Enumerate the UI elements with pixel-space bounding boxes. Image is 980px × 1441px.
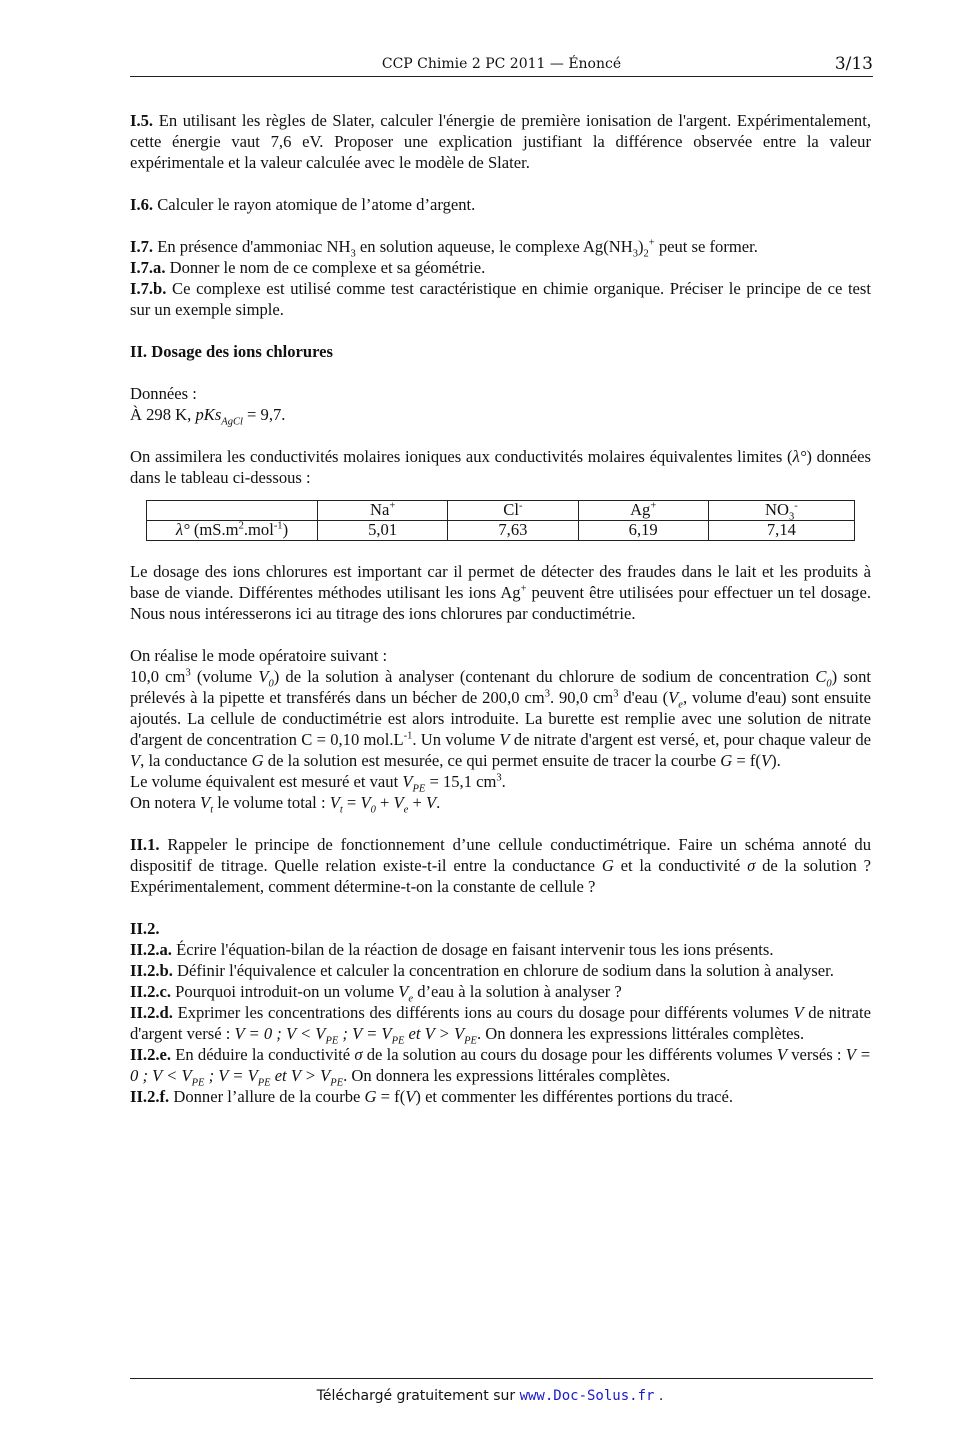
- volume-equivalent: Le volume équivalent est mesuré et vaut $V_{PE} = 15,1$ $cm^3$.: [130, 772, 506, 795]
- question-text: peut se former.: [654, 237, 758, 256]
- text: ) données dans le tableau ci-dessous :: [130, 447, 871, 487]
- text: On assimilera les conductivités molaires ioniques aux conductivités molaires équivalentes limites (: [130, 447, 793, 466]
- question-I6: [130, 194, 871, 215]
- question-II2d: II.2.d. Exprimer les concentrations des différents ions au cours du dosage pour différents volumes V de nitrate d'argent versé : V = 0 ; $V < V_{PE}$ ; $V = V_{PE}$ et $V > V_{PE}$. On donnera les expressions littérales complètes.: [130, 1003, 872, 1047]
- question-number: II.1.: [130, 835, 160, 854]
- question-number: II.2.b.: [130, 961, 173, 980]
- paragraph-dosage: Le dosage des ions chlorures est important car il permet de détecter des fraudes dans le lait et les produits à base de viande. Différentes méthodes utilisant les ions Ag+ peuvent être utilisées pour effectuer un tel dosage. Nous nous intéresserons ici au titrage des ions chlorures par conductimétrie.: [130, 562, 871, 623]
- question-number: I.7.a.: [130, 258, 166, 277]
- mode-operatoire-title: On réalise le mode opératoire suivant :: [130, 646, 388, 665]
- page-footer: [0, 1388, 980, 1404]
- table-row: [147, 521, 855, 541]
- donnees-pks: [130, 404, 871, 428]
- question-II2f: II.2.f. Donner l’allure de la courbe G = f(V) et commenter les différentes portions du tracé.: [130, 1087, 734, 1106]
- question-I7: [130, 236, 871, 260]
- donnees-label: Données :: [130, 384, 197, 403]
- table-header-cell: $NO_3^-$: [708, 501, 854, 521]
- question-II1: II.1. Rappeler le principe de fonctionnement d’une cellule conductimétrique. Faire un schéma annoté du dispositif de titrage. Quelle relation existe-t-il entre la conductance G et la conductivité σ de la solution ? Expérimentalement, comment détermine-t-on la constante de cellule ?: [130, 835, 871, 896]
- question-text: ): [637, 237, 644, 256]
- question-number: I.6.: [130, 195, 154, 214]
- volume-total: On notera $V_t$ le volume total : $V_t = V_0 + V_e + V$.: [130, 793, 441, 816]
- question-II2c: II.2.c. Pourquoi introduit-on un volume $V_e$ d’eau à la solution à analyser ?: [130, 982, 622, 1005]
- header-title: CCP Chimie 2 PC 2011 — Énoncé: [381, 56, 622, 72]
- question-number: II.2.a.: [130, 940, 172, 959]
- footer-rule: [130, 1378, 873, 1379]
- question-II2b: II.2.b. Définir l'équivalence et calculer la concentration en chlorure de sodium dans la solution à analyser.: [130, 961, 834, 980]
- question-II2e: II.2.e. En déduire la conductivité σ de la solution au cours du dosage pour les différents volumes V versés : V = 0 ; $V < V_{PE}$ ; $V = V_{PE}$ et $V > V_{PE}$. On donnera les expressions littérales complètes.: [130, 1045, 872, 1089]
- question-I7a: [130, 257, 871, 278]
- text: À 298 K,: [130, 405, 196, 424]
- table-header-cell: Cl-: [448, 501, 578, 521]
- table-cell: 7,63: [448, 521, 578, 541]
- page-content: [130, 110, 871, 1107]
- question-number: II.2.c.: [130, 982, 172, 1001]
- lambda-intro: [130, 446, 871, 488]
- table-corner-cell: [147, 501, 318, 521]
- question-text: en solution aqueuse, le complexe Ag(NH: [355, 237, 633, 256]
- subscript: AgCl: [221, 416, 243, 428]
- question-text: Ce complexe est utilisé comme test caractéristique en chimie organique. Préciser le principe de ce test sur un exemple simple.: [130, 279, 871, 319]
- lambda-symbol: λ°: [792, 447, 807, 466]
- table-header-cell: Ag+: [578, 501, 708, 521]
- table-header-cell: Na+: [318, 501, 448, 521]
- table-header-row: [147, 501, 855, 521]
- page-header: [130, 52, 873, 77]
- question-number: II.2.e.: [130, 1045, 172, 1064]
- question-text: Donner le nom de ce complexe et sa géométrie.: [165, 258, 486, 277]
- question-number: I.5.: [130, 111, 154, 130]
- question-text: En présence d'ammoniac NH: [153, 237, 351, 256]
- table-row-label: λ° $(mS.m^2.mol^{-1})$: [147, 521, 318, 541]
- footer-text: Téléchargé gratuitement sur: [316, 1388, 520, 1404]
- question-text: Calculer le rayon atomique de l’atome d’argent.: [153, 195, 476, 214]
- subscript: 2: [643, 248, 649, 260]
- page-number: 3/13: [834, 54, 873, 74]
- question-number: II.2.: [130, 919, 160, 938]
- question-number: I.7.b.: [130, 279, 167, 298]
- table-cell: 5,01: [318, 521, 448, 541]
- table-cell: 7,14: [708, 521, 854, 541]
- mode-operatoire: 10,0 $cm^3$ (volume $V_0$) de la solution à analyser (contenant du chlorure de sodium de concentration $C_0$) sont prélevés à la pipette et transférés dans un bécher de 200,0 $cm^3$. 90,0 $cm^3$ d'eau ($V_e$, volume d'eau) sont ensuite ajoutés. La cellule de conductimétrie est alors introduite. La burette est remplie avec une solution de nitrate d'argent de concentration C = 0,10 $mol.L^{-1}$. Un volume V de nitrate d'argent est versé, et, pour chaque valeur de V, la conductance G de la solution est mesurée, ce qui permet ensuite de tracer la courbe G = f(V).: [130, 667, 872, 770]
- conductivity-table: [146, 500, 855, 541]
- question-number: II.2.f.: [130, 1087, 170, 1106]
- subscript: 3: [350, 248, 356, 260]
- question-number: I.7.: [130, 237, 154, 256]
- question-II2: [130, 918, 871, 939]
- question-text: En utilisant les règles de Slater, calculer l'énergie de première ionisation de l'argent. Expérimentalement, cette énergie vaut 7,6 eV. Proposer une explication justifiant la différence observée entre la valeur expérimentale et la valeur calculée avec le modèle de Slater.: [130, 111, 871, 172]
- pks-symbol: pKs: [195, 405, 222, 424]
- text: = 9,7.: [242, 405, 286, 424]
- question-II2a: II.2.a. Écrire l'équation-bilan de la réaction de dosage en faisant intervenir tous les ions présents.: [130, 940, 774, 959]
- subscript: 3: [632, 248, 638, 260]
- question-I7b: [130, 278, 871, 320]
- table-cell: 6,19: [578, 521, 708, 541]
- section-heading: II. Dosage des ions chlorures: [130, 342, 333, 361]
- footer-link[interactable]: www.Doc-Solus.fr: [519, 1388, 655, 1404]
- question-I5: [130, 110, 871, 173]
- superscript: +: [648, 237, 655, 249]
- footer-end: .: [654, 1388, 664, 1404]
- question-number: II.2.d.: [130, 1003, 173, 1022]
- section-title: [130, 341, 871, 362]
